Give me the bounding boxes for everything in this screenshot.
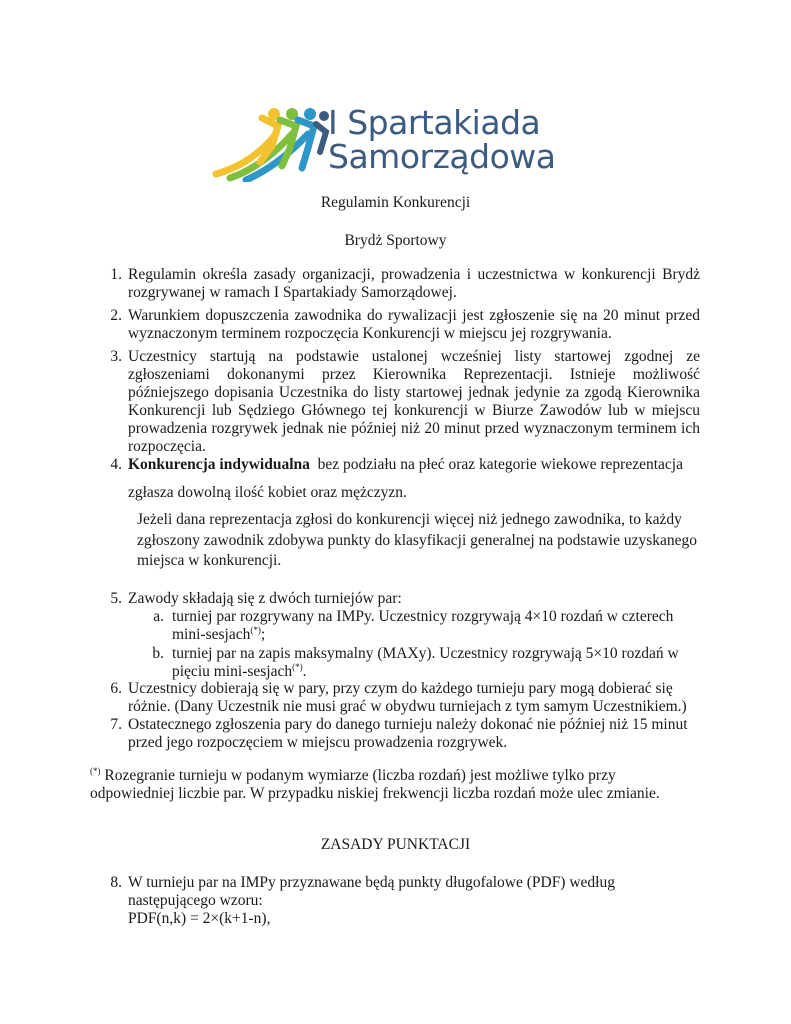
sub-text-end: . [302,663,307,680]
sub-text-main: turniej par na zapis maksymalny (MAXy). Uczestnicy rozgrywają 5×10 rozdań w pięciu mini-sesjach [172,645,679,680]
list-item-4-paragraph: Jeżeli dana reprezentacja zgłosi do konkurencji więcej niż jednego zawodnika, to każdy zgłoszony zawodnik zdobywa punkty do klasyfikacji generalnej na podstawie uzyskanego miejsca w konkurencji. [137,511,697,569]
sub-text [172,645,688,681]
logo-line-1: I Spartakiada [328,103,541,142]
list-text: Uczestnicy startują na podstawie ustalonej wcześniej listy startowej zgodnej ze zgłoszeniami dokonanymi przez Kierownika Reprezentacji. Istnieje możliwość późniejszego dopisania Uczestnika do listy startowej jednak jedynie za zgodą Kierownika Konkurencji lub Sędziego Głównego tej konkurencji w Biurze Zawodów lub w miejscu prowadzenia rozgrywek jednak nie później niż 20 minut przed wyznaczonym terminem ich rozpoczęcia. [128,348,700,455]
section-heading: ZASADY PUNKTACJI [320,836,471,853]
logo [212,103,556,182]
logo-wordmark [328,103,556,176]
list-text: Zawody składają się z dwóch turniejów par: [128,590,402,607]
list-text [128,456,700,474]
footnote-mark: (*) [90,766,101,776]
sub-letter: b. [152,645,164,662]
list-text: Ostatecznego zgłoszenia pary do danego turnieju należy dokonać nie później niż 15 minut przed jego rozpoczęciem w miejscu prowadzenia rozgrywek. [128,716,688,751]
list-number: 7. [110,716,122,733]
list-text: Uczestnicy dobierają się w pary, przy czym do każdego turnieju pary mogą dobierać się różnie. (Dany Uczestnik nie musi grać w obydwu turniejach z tym samym Uczestnikiem.) [128,680,687,715]
sub-letter: a. [153,608,164,625]
list-text-rest: bez podziału na płeć oraz kategorie wiekowe reprezentacja [309,456,683,473]
footnote-text: Rozegranie turnieju w podanym wymiarze (liczba rozdań) jest możliwe tylko przy odpowiedniej liczbie par. W przypadku niskiej frekwencji liczba rozdań może ulec zmianie. [90,767,660,802]
list-number: 4. [110,456,122,473]
list-number: 2. [110,307,122,324]
sub-text [172,608,688,644]
logo-line-2: Samorządowa [328,137,556,176]
list-number: 6. [110,680,122,697]
list-item-4-continuation: zgłasza dowolną ilość kobiet oraz mężczyzn. [128,484,407,501]
footnote-ref: (*) [292,662,303,672]
sub-text-end: ; [260,626,266,643]
athletes-logo-icon [212,104,330,182]
footnote [90,767,700,803]
list-number: 3. [110,348,122,365]
list-text: Warunkiem dopuszczenia zawodnika do rywalizacji jest zgłoszenie się na 20 minut przed wyznaczonym terminem rozpoczęcia Konkurencji w miejscu jej rozgrywania. [128,307,700,342]
list-number: 5. [110,590,122,607]
list-number: 1. [110,266,122,283]
document-title: Regulamin Konkurencji [320,194,471,211]
bold-label: Konkurencja indywidualna [128,456,310,473]
formula: PDF(n,k) = 2×(k+1-n), [128,910,271,927]
list-text-main: W turnieju par na IMPy przyznawane będą punkty długofalowe (PDF) według następującego wzoru: [128,874,615,909]
sub-text-main: turniej par rozgrywany na IMPy. Uczestnicy rozgrywają 4×10 rozdań w czterech mini-sesjach [172,608,674,643]
list-text: Regulamin określa zasady organizacji, prowadzenia i uczestnictwa w konkurencji Brydż rozgrywanej w ramach I Spartakiady Samorządowej. [128,266,700,301]
list-text [128,874,668,928]
document-subtitle: Brydż Sportowy [344,232,447,249]
list-number: 8. [110,874,122,891]
footnote-ref: (*) [250,625,261,635]
